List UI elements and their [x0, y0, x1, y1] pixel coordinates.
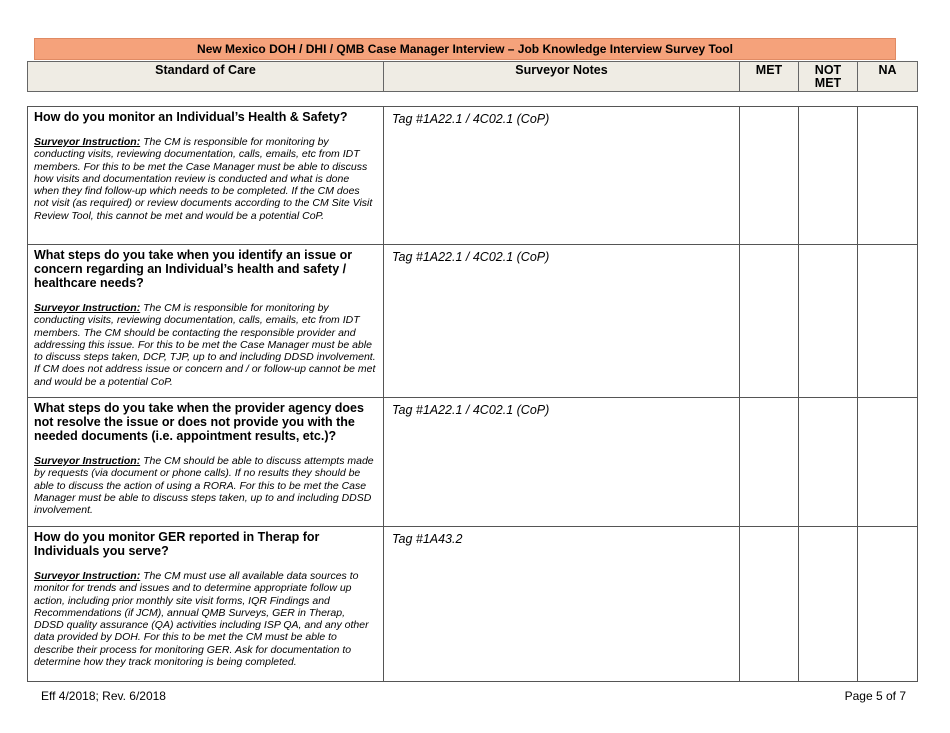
not-met-checkbox-cell[interactable] [799, 245, 858, 398]
surveyor-instruction [34, 455, 377, 516]
header-not-met-line1: NOT [814, 63, 842, 77]
tag-reference: Tag #1A22.1 / 4C02.1 (CoP) [392, 403, 550, 417]
not-met-checkbox-cell[interactable] [799, 527, 858, 682]
table-row [28, 527, 918, 682]
met-checkbox-cell[interactable] [740, 107, 799, 245]
surveyor-instruction [34, 136, 377, 222]
standard-cell [28, 527, 384, 682]
table-row [28, 107, 918, 245]
met-checkbox-cell[interactable] [740, 245, 799, 398]
tag-reference: Tag #1A22.1 / 4C02.1 (CoP) [392, 250, 550, 264]
not-met-checkbox-cell[interactable] [799, 107, 858, 245]
header-na: NA [858, 62, 918, 92]
question-text: What steps do you take when you identify an issue or concern regarding an Individual’s health and safety / healthcare needs? [34, 248, 353, 290]
na-checkbox-cell[interactable] [858, 527, 918, 682]
met-checkbox-cell[interactable] [740, 398, 799, 527]
header-not-met-line2: MET [814, 76, 842, 90]
standard-cell [28, 398, 384, 527]
surveyor-instruction [34, 302, 377, 388]
tag-reference: Tag #1A22.1 / 4C02.1 (CoP) [392, 112, 550, 126]
table-row [28, 398, 918, 527]
instruction-text: The CM should be able to discuss attempts made by requests (via document or phone calls). If no results they should be able to discuss the action of using a RORA. For this to be met the Case Manager must be able to discuss steps taken, up to and including DDSD involvement. [34, 455, 374, 517]
surveyor-notes-cell[interactable] [384, 245, 740, 398]
header-row [28, 62, 918, 92]
standard-cell [28, 107, 384, 245]
surveyor-instruction [34, 570, 377, 668]
document-title: New Mexico DOH / DHI / QMB Case Manager Interview – Job Knowledge Interview Survey Tool [34, 38, 896, 60]
question-text: How do you monitor an Individual’s Health & Safety? [34, 110, 348, 124]
standard-cell [28, 245, 384, 398]
header-met: MET [740, 62, 799, 92]
question-text: What steps do you take when the provider agency does not resolve the issue or does not provide you with the needed documents (i.e. appointment results, etc.)? [34, 401, 364, 443]
header-standard-of-care: Standard of Care [28, 62, 384, 92]
surveyor-notes-cell[interactable] [384, 398, 740, 527]
tag-reference: Tag #1A43.2 [392, 532, 463, 546]
na-checkbox-cell[interactable] [858, 398, 918, 527]
instruction-label: Surveyor Instruction: [34, 302, 141, 314]
na-checkbox-cell[interactable] [858, 107, 918, 245]
surveyor-notes-cell[interactable] [384, 107, 740, 245]
header-not-met [799, 62, 858, 92]
instruction-label: Surveyor Instruction: [34, 136, 141, 148]
surveyor-notes-cell[interactable] [384, 527, 740, 682]
instruction-label: Surveyor Instruction: [34, 455, 141, 467]
question-text: How do you monitor GER reported in Therap for Individuals you serve? [34, 530, 320, 558]
instruction-text: The CM must use all available data sources to monitor for trends and issues and to determine appropriate follow up action, including prior monthly site visit forms, IQR Findings and Recommendations (if JCM), annual QMB Surveys, GER in Therap, DDSD quality assurance (QA) activities including ISP QA, and any other data provided by DOH. For this to be met the CM must be able to describe their process for monitoring GER. Ask for documentation to determine how they track monitoring is being completed. [34, 570, 369, 669]
footer-page-number: Page 5 of 7 [844, 689, 906, 703]
survey-table [27, 106, 918, 682]
column-header-table [27, 61, 918, 92]
na-checkbox-cell[interactable] [858, 245, 918, 398]
header-surveyor-notes: Surveyor Notes [384, 62, 740, 92]
instruction-text: The CM is responsible for monitoring by conducting visits, reviewing documentation, calls, emails, etc from IDT members. For this to be met the Case Manager must be able to discuss how visits and documentation review is conducted and what is done when they find follow-up which needs to be completed. If the CM does not visit (as required) or review documents according to the CM Site Visit Review Tool, this cannot be met and would be a potential CoP. [34, 136, 373, 222]
table-row [28, 245, 918, 398]
met-checkbox-cell[interactable] [740, 527, 799, 682]
instruction-label: Surveyor Instruction: [34, 570, 141, 582]
instruction-text: The CM is responsible for monitoring by conducting visits, reviewing documentation, calls, emails, etc from IDT members. The CM should be contacting the responsible provider and addressing this issue. For this to be met the Case Manager must be able to discuss steps taken, DCP, TJP, up to and including DDSD involvement. If CM does not address issue or concern and / or follow-up cannot be met and would be a potential CoP. [34, 302, 376, 388]
not-met-checkbox-cell[interactable] [799, 398, 858, 527]
footer-revision: Eff 4/2018; Rev. 6/2018 [41, 689, 166, 703]
